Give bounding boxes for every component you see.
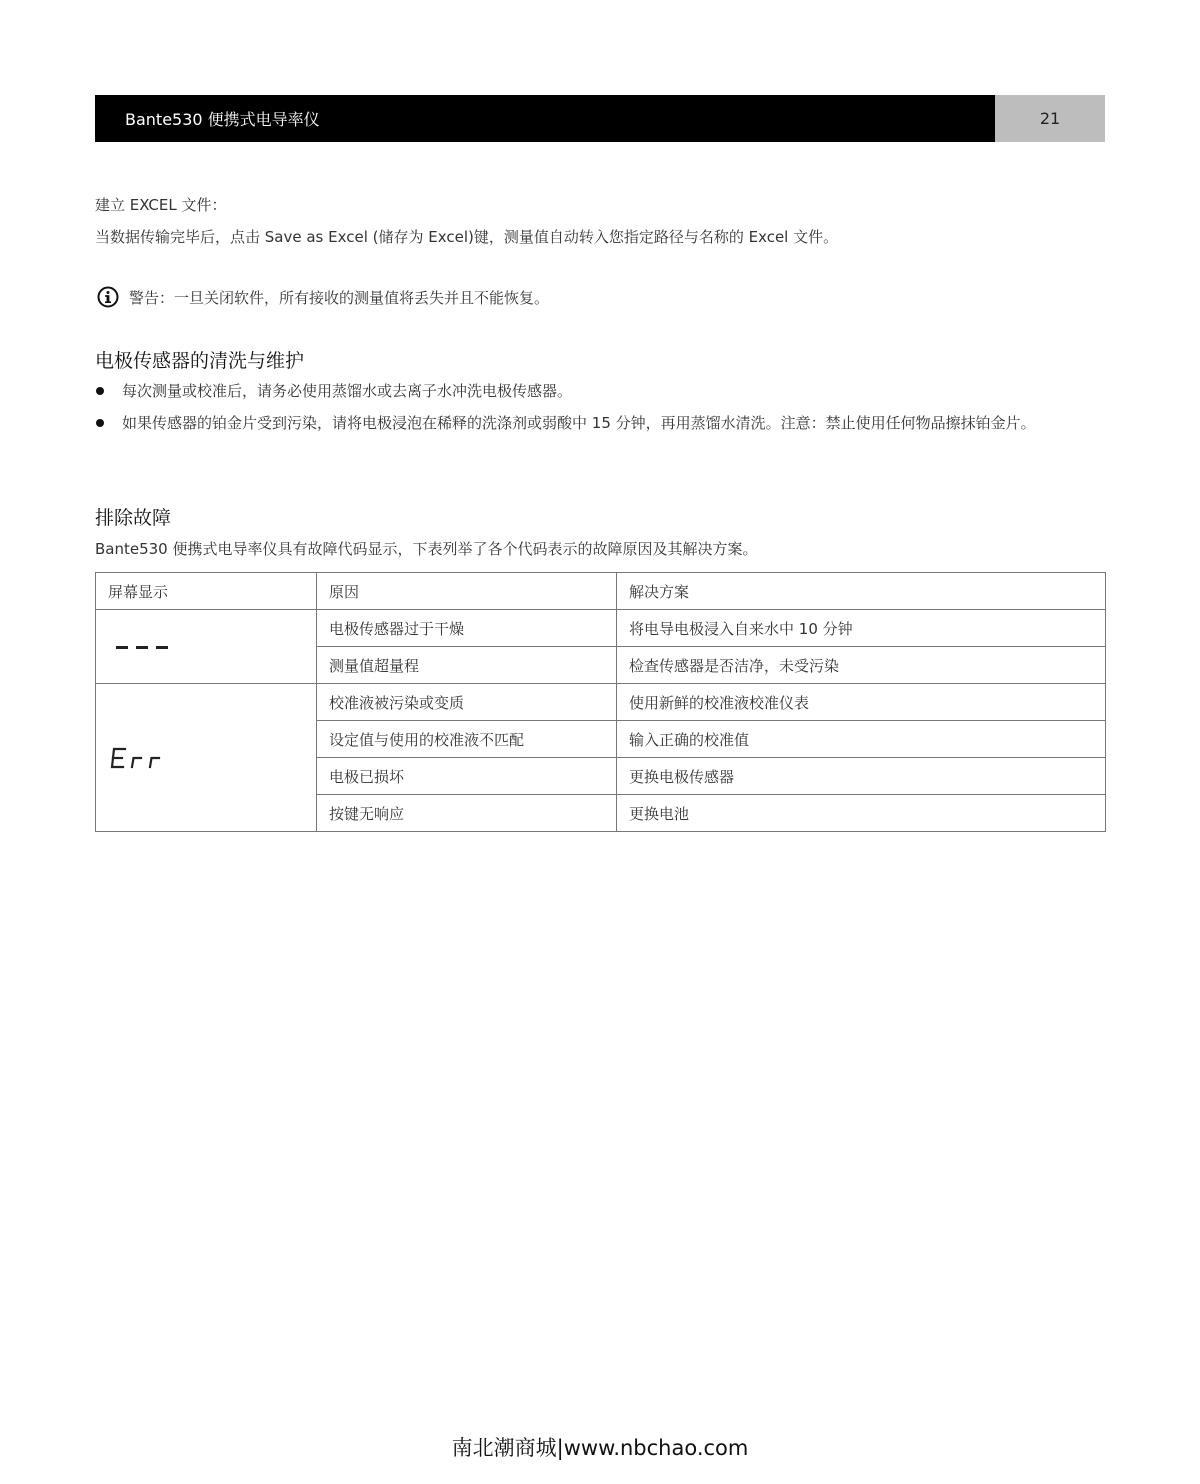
solution-cell: 更换电池 [617, 795, 1106, 832]
solution-cell: 输入正确的校准值 [617, 721, 1106, 758]
lcd-err-display [108, 746, 168, 770]
maintenance-heading: 电极传感器的清洗与维护 [95, 350, 305, 372]
excel-heading: 建立 EXCEL 文件： [95, 196, 227, 214]
warning-note [97, 286, 549, 308]
cause-cell: 电极已损坏 [317, 758, 617, 795]
solution-cell: 将电导电极浸入自来水中 10 分钟 [617, 610, 1106, 647]
troubleshooting-heading: 排除故障 [95, 507, 172, 529]
footer-watermark[interactable]: 南北潮商城|www.nbchao.com [451, 1436, 749, 1460]
column-header-cause: 原因 [317, 573, 617, 610]
table-header-row [96, 573, 1106, 610]
display-err-cell [96, 684, 317, 832]
solution-cell: 更换电极传感器 [617, 758, 1106, 795]
column-header-solution: 解决方案 [617, 573, 1106, 610]
display-dashes-cell [96, 610, 317, 684]
troubleshooting-intro: Bante530 便携式电导率仪具有故障代码显示，下表列举了各个代码表示的故障原因及其解决方案。 [95, 540, 758, 558]
table-row [96, 610, 1106, 647]
list-item: 每次测量或校准后，请务必使用蒸馏水或去离子水冲洗电极传感器。 [95, 375, 1107, 407]
cause-cell: 电极传感器过于干燥 [317, 610, 617, 647]
warning-text: 警告：一旦关闭软件，所有接收的测量值将丢失并且不能恢复。 [129, 288, 550, 307]
page-header [95, 95, 1105, 142]
cause-cell: 设定值与使用的校准液不匹配 [317, 721, 617, 758]
page-number: 21 [995, 95, 1105, 142]
troubleshooting-table [95, 572, 1106, 832]
solution-cell: 使用新鲜的校准液校准仪表 [617, 684, 1106, 721]
info-icon [97, 286, 119, 308]
cause-cell: 按键无响应 [317, 795, 617, 832]
list-item: 如果传感器的铂金片受到污染，请将电极浸泡在稀释的洗涤剂或弱酸中 15 分钟，再用蒸馏水清洗。注意：禁止使用任何物品擦抹铂金片。 [95, 407, 1107, 439]
document-title: Bante530 便携式电导率仪 [95, 95, 995, 142]
cause-cell: 测量值超量程 [317, 647, 617, 684]
solution-cell: 检查传感器是否洁净，未受污染 [617, 647, 1106, 684]
bullet-icon [96, 419, 104, 427]
lcd-dashes-display [108, 639, 168, 655]
table-row [96, 684, 1106, 721]
excel-instructions: 当数据传输完毕后，点击 Save as Excel (储存为 Excel)键，测量值自动转入您指定路径与名称的 Excel 文件。 [95, 228, 839, 246]
column-header-display: 屏幕显示 [96, 573, 317, 610]
cause-cell: 校准液被污染或变质 [317, 684, 617, 721]
bullet-icon [96, 387, 104, 395]
